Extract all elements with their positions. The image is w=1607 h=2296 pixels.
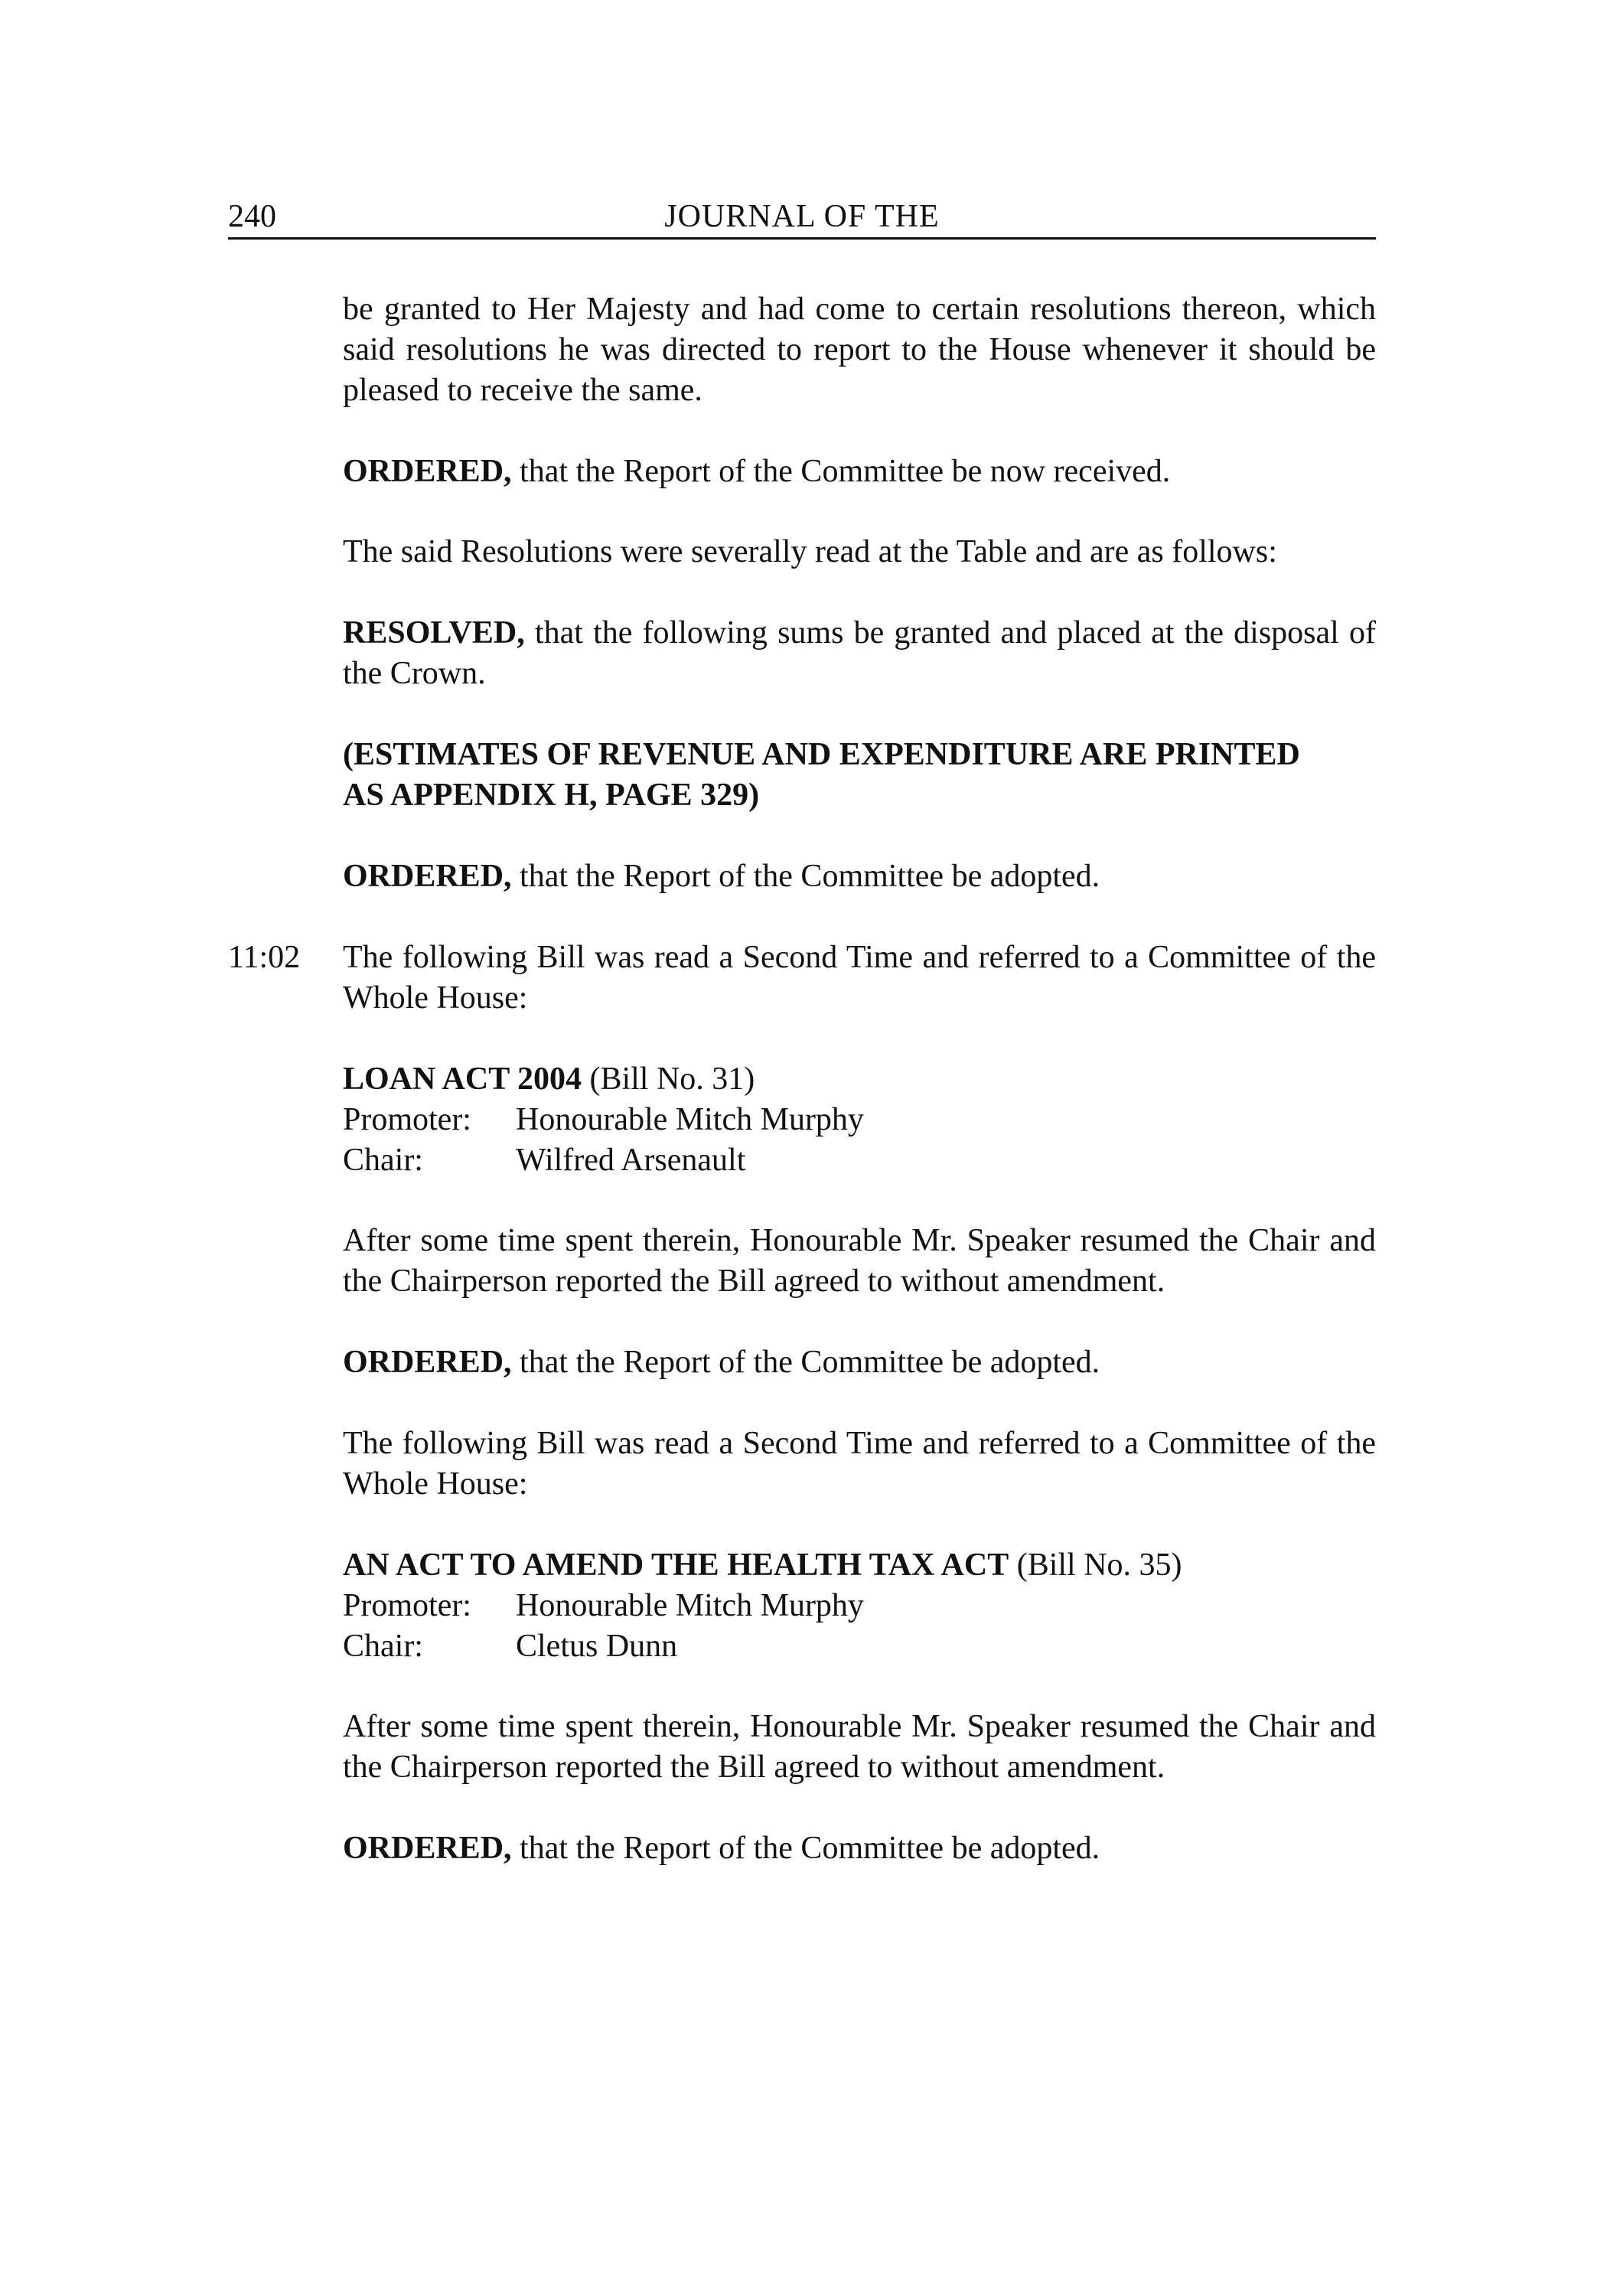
- promoter-label: Promoter:: [343, 1588, 471, 1623]
- bill-entry: [343, 1545, 1376, 1667]
- ordered-label: ORDERED,: [343, 1831, 512, 1866]
- continuation-paragraph: be granted to Her Majesty and had come to certain resolutions thereon, which said resolutions he was directed to report to the House whenever it should be pleased to receive the same.: [343, 292, 1376, 408]
- chair-label: Chair:: [343, 1143, 423, 1178]
- ordered-text: that the Report of the Committee be adopted.: [511, 1345, 1100, 1380]
- bill-number: (Bill No. 31): [581, 1062, 755, 1097]
- resolved-label: RESOLVED,: [343, 615, 525, 651]
- promoter-name: Honourable Mitch Murphy: [516, 1102, 864, 1137]
- chair-row: [343, 1140, 1376, 1181]
- bill-number: (Bill No. 35): [1009, 1548, 1182, 1583]
- bill-title: LOAN ACT 2004: [343, 1062, 582, 1097]
- second-reading-paragraph: The following Bill was read a Second Time and referred to a Committee of the Whole House:: [343, 940, 1376, 1016]
- committee-report-paragraph: After some time spent therein, Honourable Mr. Speaker resumed the Chair and the Chairperson reported the Bill agreed to without amendment.: [343, 1223, 1376, 1299]
- estimates-note-line: AS APPENDIX H, PAGE 329): [343, 778, 760, 813]
- ordered-adopted-paragraph: [343, 1342, 1376, 1383]
- resolutions-read-paragraph: The said Resolutions were severally read at the Table and are as follows:: [343, 534, 1277, 569]
- ordered-text: that the Report of the Committee be adopted.: [511, 859, 1100, 894]
- resolved-paragraph: [343, 613, 1376, 694]
- bill-title-row: [343, 1059, 1376, 1100]
- ordered-received-paragraph: [343, 452, 1376, 492]
- page-number: 240: [228, 199, 276, 234]
- ordered-adopted-paragraph: [343, 1828, 1376, 1869]
- promoter-name: Honourable Mitch Murphy: [516, 1588, 864, 1623]
- promoter-row: [343, 1586, 1376, 1626]
- running-head: JOURNAL OF THE: [664, 199, 940, 234]
- time-stamp: 11:02: [228, 940, 301, 975]
- promoter-label: Promoter:: [343, 1102, 471, 1137]
- promoter-row: [343, 1100, 1376, 1140]
- ordered-label: ORDERED,: [343, 454, 512, 489]
- second-reading-paragraph: The following Bill was read a Second Time and referred to a Committee of the Whole House:: [343, 1426, 1376, 1502]
- chair-label: Chair:: [343, 1629, 423, 1664]
- ordered-label: ORDERED,: [343, 1345, 512, 1380]
- ordered-label: ORDERED,: [343, 859, 512, 894]
- resolved-text: that the following sums be granted and placed at the disposal of the Crown.: [343, 615, 1376, 691]
- committee-report-paragraph: After some time spent therein, Honourable Mr. Speaker resumed the Chair and the Chairperson reported the Bill agreed to without amendment.: [343, 1709, 1376, 1785]
- estimates-note: [343, 735, 1376, 816]
- chair-row: [343, 1626, 1376, 1667]
- ordered-text: that the Report of the Committee be adopted.: [511, 1831, 1100, 1866]
- bill-title: AN ACT TO AMEND THE HEALTH TAX ACT: [343, 1548, 1009, 1583]
- chair-name: Cletus Dunn: [516, 1629, 678, 1664]
- bill-title-row: [343, 1545, 1376, 1586]
- ordered-text: that the Report of the Committee be now received.: [511, 454, 1171, 489]
- header-rule: [228, 237, 1376, 240]
- chair-name: Wilfred Arsenault: [516, 1143, 746, 1178]
- bill-entry: [343, 1059, 1376, 1181]
- ordered-adopted-paragraph: [343, 856, 1376, 897]
- estimates-note-line: (ESTIMATES OF REVENUE AND EXPENDITURE ARE PRINTED: [343, 737, 1300, 772]
